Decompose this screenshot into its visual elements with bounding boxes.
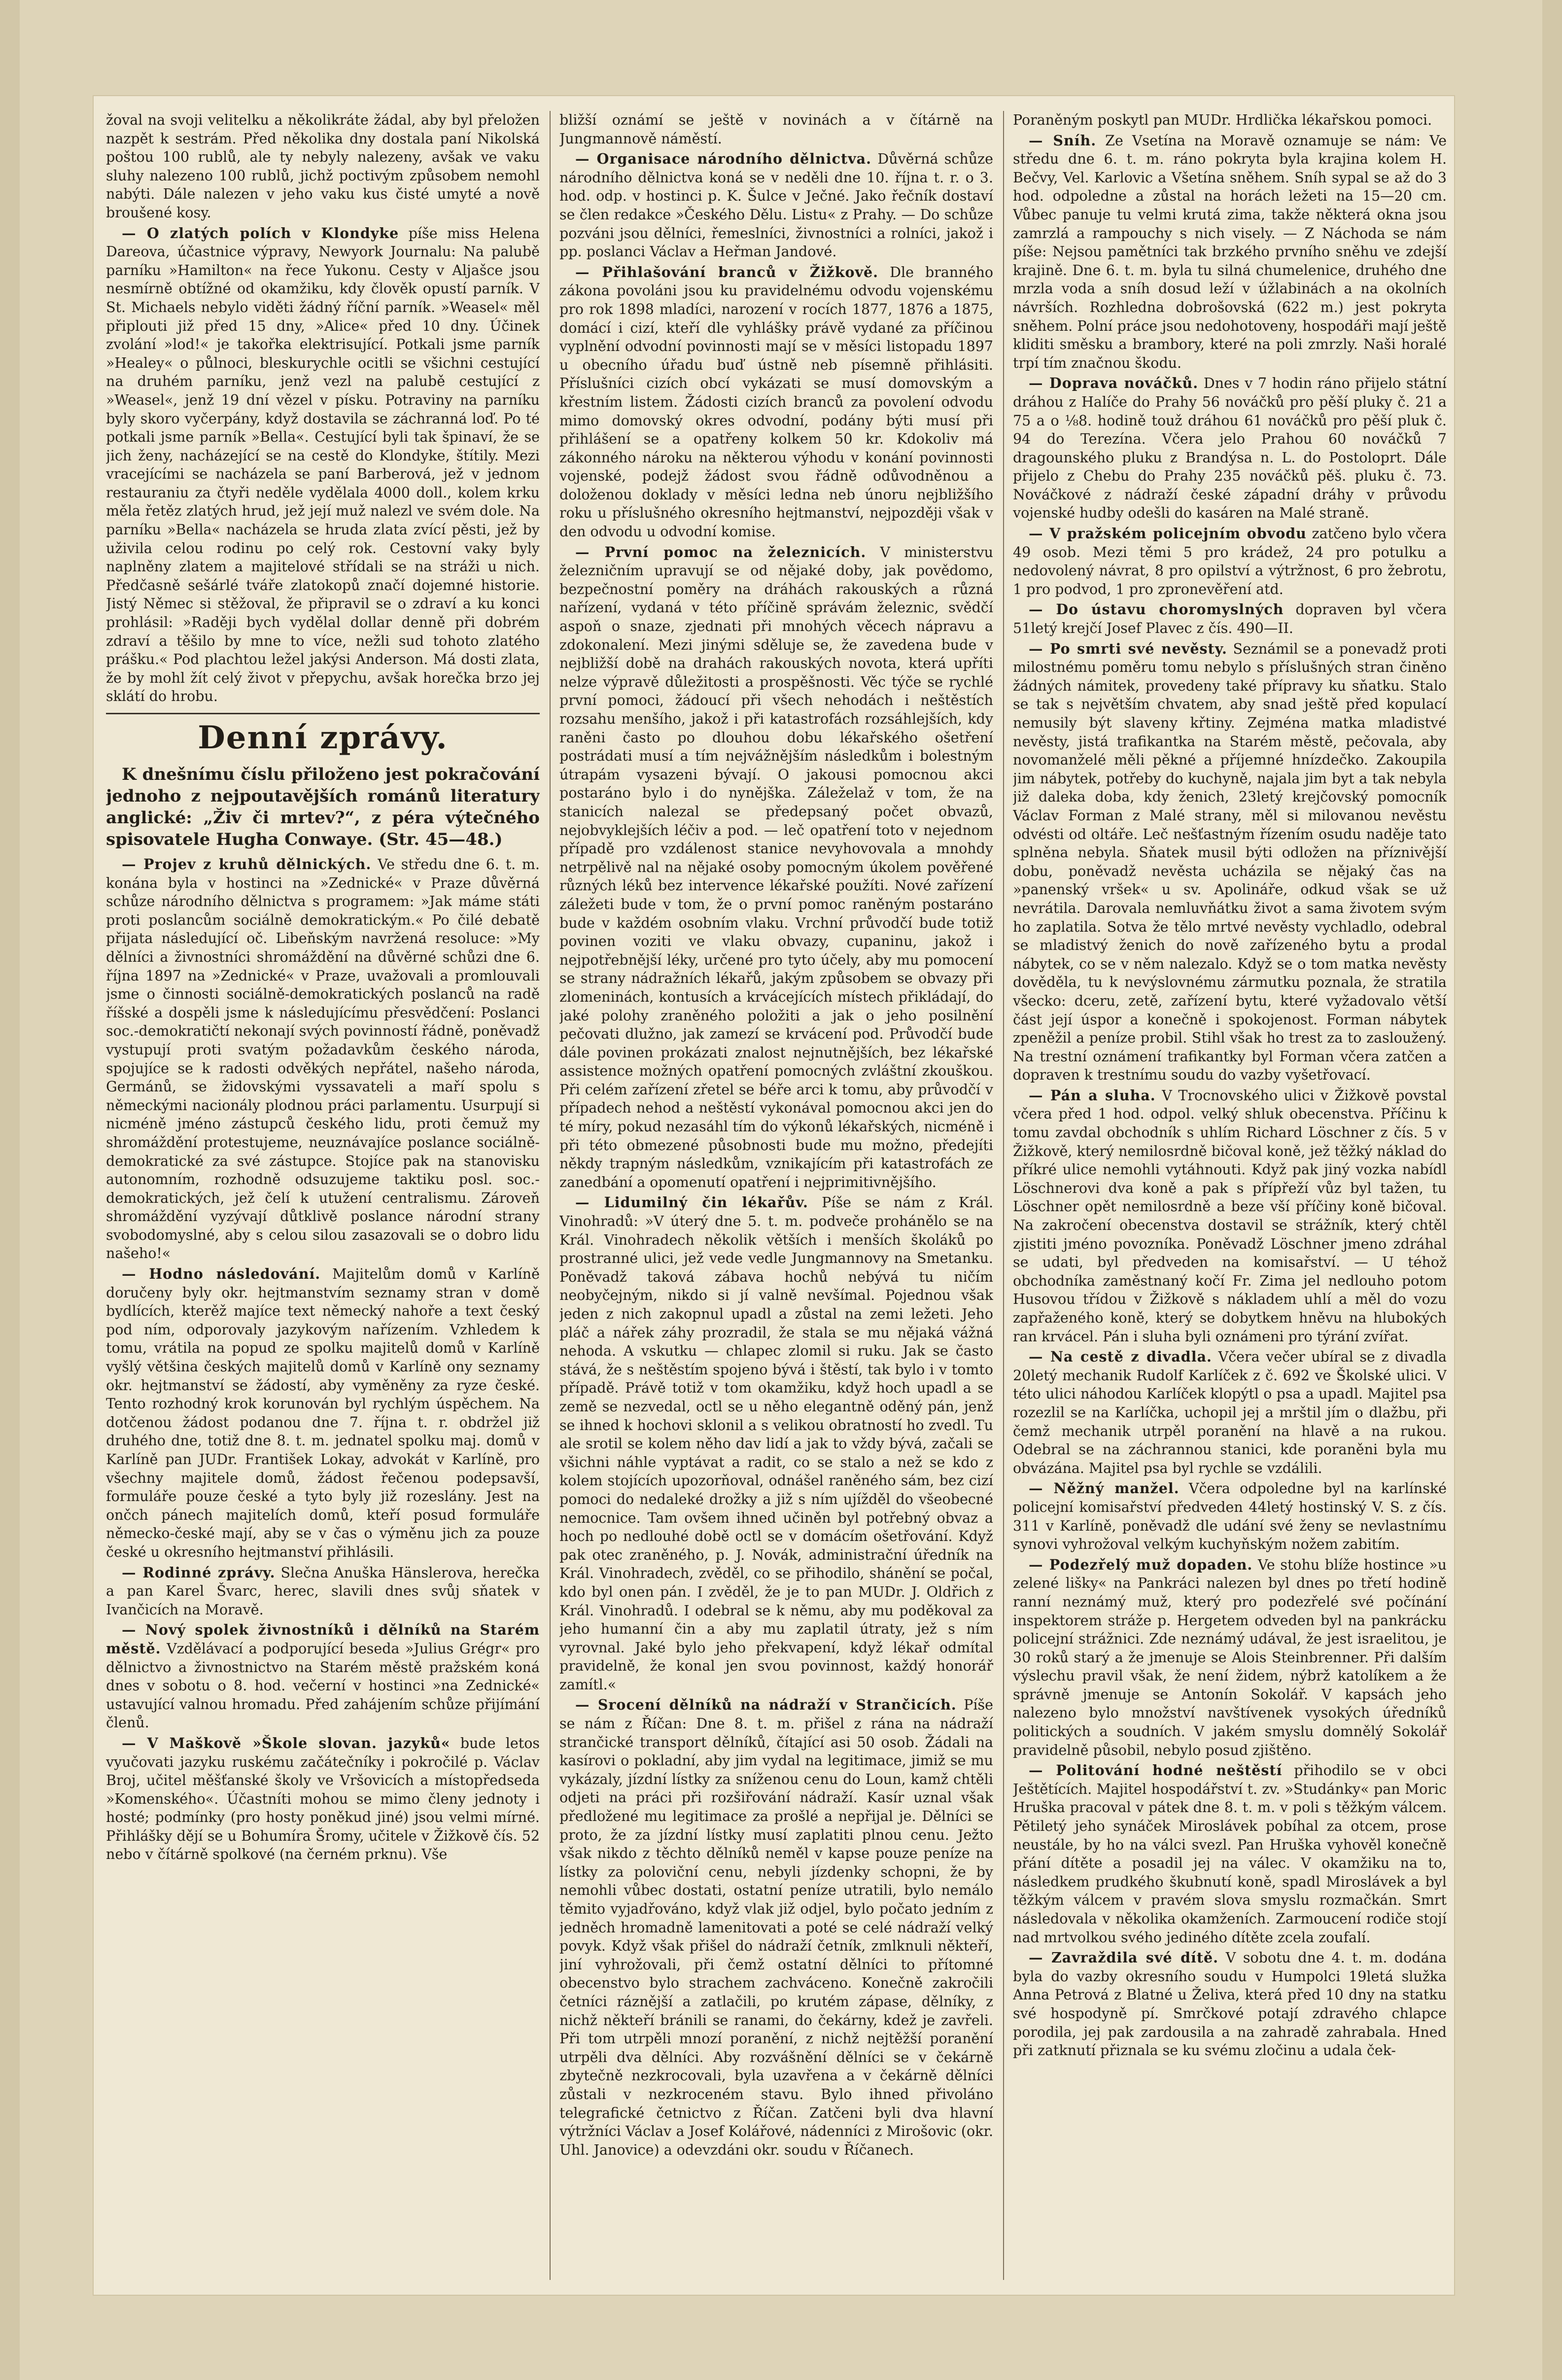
article-text: V sobotu dne 4. t. m. dodána byla do vazby okresního soudu v Humpolci 19letá služka Anna Petrová z Blatné u Želiva, která před 10 dny na statku své hospodyně pí. Smrčkové potají zdravého chlapce porodila, jej pak zardousila a na zahradě zahrabala. Hned při zatknutí přiznala se ku svému zločinu a udala ček-	[1013, 1950, 1447, 2059]
article-heading: — Doprava nováčků.	[1029, 375, 1199, 392]
article-text: Ve stohu blíže hostince »u zelené lišky« na Pankráci nalezen byl dnes po třetí hodině ranní neznámý muž, který pro podezřelé své počínání inspektorem stráže p. Hergetem odveden byl na pankrácku policejní strážnici. Zde neznámý udával, že jest israelitou, je 30 roků starý a že jmenuje se Alois Steinbrenner. Při dalším výslechu pravil však, že není židem, nýbrž katolíkem a že správně jmenuje se Antonín Sokolář. V kapsách jeho nalezeno bylo množství navštívenek vysokých úředníků politických a soudních. V jakém smyslu domnělý Sokolář pravidelně působil, nebylo posud zjištěno.	[1013, 1556, 1447, 1758]
article-paragraph	[559, 111, 993, 148]
article-text: Poraněným poskytl pan MUDr. Hrdlička lékařskou pomoci.	[1013, 112, 1432, 128]
article-heading: — Organisace národního dělnictva.	[575, 150, 872, 168]
article-paragraph	[1013, 1761, 1447, 1947]
column-3	[1013, 111, 1447, 2280]
article-text: Důvěrná schůze národního dělnictva koná se v neděli dne 10. října t. r. o 3. hod. odp. v hostinci p. K. Šulce v Ječné. Jako řečník dostaví se člen redakce »Českého Dělu. Listu« z Prahy. — Do schůze pozváni jsou dělníci, řemeslníci, živnostníci a rolníci, jakož i pp. poslanci Václav a Heřman Jandové.	[559, 151, 993, 260]
article-text: Píše se nám z Král. Vinohradů: »V úterý dne 5. t. m. podveče prohánělo se na Král. Vinohradech několik větších i menších školáků po prostranné ulici, jež vede vedle Jungmannovy na Smetanku. Poněvadž taková zábava hochů nebývá tu ničím neobyčejným, nikdo si jí valně nevšímal. Pojednou však jeden z nich zakopnul upadl a zůstal na zemi ležeti. Jeho pláč a nářek záhy prozradil, že stala se mu nějaká vážná nehoda. A vskutku — chlapec zlomil si ruku. Jak se často stává, že s neštěstím spojeno bývá i štěstí, tak bylo i v tomto případě. Právě totiž v tom okamžiku, když hoch upadl a se země se nezvedal, octl se u něho elegantně oděný pán, jenž se ihned k hochovi sklonil a s velikou obratností ho zvedl. Tu ale srotil se kolem něho dav lidí a jak to vždy bývá, začali se všichni náhle vyptávat a radit, co se stalo a než se kdo z kolem stojících upozorňoval, odnášel raněného sám, bez cizí pomoci do nedaleké drožky a již s ním ujížděl do všeobecné nemocnice. Tam ovšem ihned učiněn byl potřebný obvaz a hoch po nedlouhé době octl se v domácím ošetřování. Když pak otec zraněného, p. J. Novák, administrační úředník na Král. Vinohradech, zvěděl, co se přihodilo, shánění se počal, kdo byl onen pán. I zvěděl, že je to pan MUDr. J. Oldřich z Král. Vinohradů. I odebral se k němu, aby mu poděkoval za jeho humanní čin a aby mu zaplatil útraty, jež s ním vyrovnal. Jaké bylo jeho překvapení, když lékař odmítal pravidelně, že konal jen svou povinnost, každý honorář zamítl.«	[559, 1194, 993, 1693]
article-heading: — Srocení dělníků na nádraží v Strančicích.	[575, 1696, 957, 1714]
article-heading: — Nový spolek živnostníků i dělníků na Starém městě.	[106, 1621, 540, 1657]
article-heading: — Něžný manžel.	[1029, 1480, 1180, 1497]
article-text: Majitelům domů v Karlíně doručeny byly okr. hejtmanstvím seznamy stran v domě bydlících, kterěž majíce text německý nahoře a text český pod ním, odporovaly jazykovým nařízením. Vzhledem k tomu, vrátila na popud ze spolku majitelů domů v Karlíně vyšlý většina českých majitelů domů v Karlíně ony seznamy okr. hejtmanství se žádostí, aby vyměněny za ryze české. Tento rozhodný krok korunován byl rychlým úspěchem. Na dotčenou žádost podanou dne 7. října t. r. obdržel již druhého dne, totiž dne 8. t. m. jednatel spolku maj. domů v Karlíně pan JUDr. František Lokay, advokát v Karlíně, pro všechny majitele domů, žádost řečenou podepsavší, formuláře pouze české a tyto byly již rozeslány. Jest na ončch pánech majitelích domů, kteří posud formuláře německo-české mají, aby se v čas o výměnu jich za pouze české u okresního hejtmanství přihlásili.	[106, 1266, 540, 1560]
article-text: dopraven byl včera 51letý krejčí Josef Plavec z čís. 490—II.	[1013, 601, 1447, 637]
article-paragraph	[106, 1621, 540, 1732]
article-text: Slečna Anuška Hänslerova, herečka a pan Karel Švarc, herec, slavili dnes svůj sňatek v Ivančicích na Moravě.	[106, 1564, 540, 1618]
supplement-notice: K dnešnímu číslu přiloženo jest pokračování jednoho z nejpoutavějších románů literatury anglické: „Živ či mrtev?“, z péra výtečného spisovatele Hugha Conwaye. (Str. 45—48.)	[106, 765, 540, 849]
article-paragraph	[1013, 1949, 1447, 2060]
left-page-edge	[0, 0, 20, 2380]
article-heading: — Lidumilný čin lékařův.	[575, 1194, 808, 1211]
article-heading: — Politování hodné neštěstí	[1029, 1762, 1283, 1779]
article-heading: — Přihlašování branců v Žižkově.	[575, 263, 879, 280]
article-text: V ministerstvu železničním upravují se od nějaké doby, jak povědomo, bezpečnostní poměry na dráhách rakouských a různá nařízení, vydaná v této příčině správám železnic, svědčí aspoň o snaze, zjednati při mnohých věcech nápravu a zdokonalení. Mezi jinými sděluje se, že zavedena bude v nejbližší době na drahách rakouských novota, která upříti nelze výpravě důležitosti a prospěšnosti. Věc týče se rychlé první pomoci, žádoucí při všech nehodách i neštěstích rozsahu menšího, jakož i při katastrofách rozsáhlejších, kdy raněni často po dlouhou dobu lékařského ošetření postrádati musí a tím nejvážnějším následkům i bolestným útrapám vysazeni bývají. O jakousi pomocnou akci postaráno bylo i do nynějška. Záleželaž v tom, že na stanicích nalezal se předepsaný počet obvazů, nejobvyklejších léčiv a pod. — leč opatření toto v nejednom případě pro vzdálenost stanice nevyhovovala a mnohdy netrpělivě nal na nějaké osoby pomocným úkolem pověřené různých léků bez intervence lékařské použíti. Nové zařízení záležeti bude v tom, že o první pomoc raněným postaráno bude v každém osobním vlaku. Vrchní průvodčí bude totiž povinen voziti ve vlaku obvazy, cupaninu, jakož i nejpotřebnější léky, určené pro tyto účely, aby mu pomocení se strany nádražních lékařů, jakým způsobem se obvazy při zlomeninách, kontusích a krvácejících místech přikládají, do jaké polohy zraněného položiti a jak o jeho posilnění pečovati dlužno, jak zamezí se krvácení pod. Průvodčí bude dále povinen prokázati znalost nejnutnějších, bez lékařské assistence možných opatření pomocných zvláštní zkouškou. Při celém zařízení zřetel se béře arci k tomu, aby průvodčí v případech nehod a neštěstí vykonával pomocnou akci jen do té míry, pokud nezasáhl tím do výkonů lékařských, nicméně i při této obmezené působnosti bude mu možno, předejíti někdy trapným následkům, vznikajícím při katastrofách ze zanedbání a opomenutí opatření i nejprimitivnějšího.	[559, 544, 993, 1190]
article-paragraph	[1013, 600, 1447, 637]
article-paragraph	[1013, 525, 1447, 598]
article-paragraph	[1013, 640, 1447, 1085]
article-text: Ve středu dne 6. t. m. konána byla v hostinci na »Zednické« v Praze důvěrná schůze národního dělnictva s programem: »Jak máme státi proti poslancům sociálně demokratickým.« Po čilé debatě přijata následující oč. Libeňským navržená resoluce: »My dělníci a živnostníci shromáždění na důvěrné schůzi dne 6. října 1897 na »Zednické« v Praze, uvažovali a promlouvali jsme o činnosti sociálně-demokratických poslanců na radě říšské a dospěli jsme k následujícímu přesvědčení: Poslanci soc.-demokratičtí nekonají svých povinností řádně, poněvadž vystupují proti svatým požadavkům českého národa, spojujíce se k radosti odvěkých nepřátel, našeho národa, Germánů, se židovskými vyssavateli a maří spolu s německými nacionály plodnou práci parlamentu. Usurpují si nicméně jméno zástupců českého lidu, proti čemuž my shromáždění protestujeme, neuznávajíce poslance sociálně-demokratické za své zástupce. Stojíce pak na stanovisku autonomním, rozhodně odsuzujeme taktiku posl. soc.-demokratických, jež čelí k utužení centralismu. Zároveň shromáždění vyzývají důtklivě poslance národní strany svobodomyslné, aby s celou silou zasazovali se o dobro lidu našeho!«	[106, 856, 540, 1262]
section-title: Denní zprávy.	[106, 713, 540, 759]
column-1-bottom	[106, 855, 540, 1864]
article-heading: — Sníh.	[1029, 132, 1097, 149]
article-paragraph	[106, 111, 540, 222]
article-paragraph	[106, 855, 540, 1263]
article-paragraph	[106, 1265, 540, 1562]
article-heading: — V pražském policejním obvodu	[1029, 525, 1307, 542]
article-text: V Trocnovského ulici v Žižkově povstal včera před 1 hod. odpol. velký shluk obecenstva. Příčinu k tomu zavdal obchodník s uhlím Richard Löschner z čís. 5 v Žižkově, který nemilosrdně bičoval koně, jež těžký náklad do příkré ulice nemohli vytáhnouti. Když pak jiný vozka nabídl Löschnerovi dva koně a pak s přípřeží vůz byl tažen, tu Löschner opět nemilosrdně a beze vší příčiny koně bičoval. Na zakročení obecenstva dostavil se strážník, který chtěl zjistiti jméno povozníka. Poněvadž Löschner jmeno zdráhal se udati, byl předveden na komisařství. — U téhož obchodníka zaměstnaný kočí Fr. Zima jel nedlouho potom Husovou třídou v Žižkově s nákladem uhlí a měl do vozu zapřaženého koně, který se dobytkem hněvu na hlubokých ran krvácel. Pán i sluha byli oznámeni pro týrání zvířat.	[1013, 1087, 1447, 1345]
article-paragraph	[559, 150, 993, 261]
article-text: Dnes v 7 hodin ráno přijelo státní dráhou z Halíče do Prahy 56 nováčků pro pěší pluky č. 21 a 75 a o ⅛8. hodině touž dráhou 61 nováčků pro pěší pluk č. 94 do Terezína. Včera jelo Prahou 60 nováčků 7 dragounského pluku z Brandýsa n. L. do Postoloprt. Dále přijelo z Chebu do Prahy 235 nováčků pěš. pluku č. 73. Nováčkové z nádraží české západní dráhy v průvodu vojenské hudby odešli do kasáren na Malé straně.	[1013, 375, 1447, 522]
column-1	[106, 111, 540, 2280]
article-text: žoval na svoji velitelku a několikráte žádal, aby byl přeložen nazpět k sestrám. Před několika dny dostala paní Nikolská poštou 100 rublů, ale ty nebyly nalezeny, avšak ve vaku sluhy nalezeno 100 rublů, jichž poctivým způsobem nemohl nabýti. Dále nalezen v jeho vaku kus čisté umyté a nově broušené kosy.	[106, 112, 540, 221]
article-paragraph	[559, 1696, 993, 2159]
article-text: zatčeno bylo včera 49 osob. Mezi těmi 5 pro krádež, 24 pro potulku a nedovolený návrat, 8 pro opilství a výtržnost, 6 pro žebrotu, 1 pro podvod, 1 pro zpronevěření atd.	[1013, 525, 1447, 597]
article-text: Včera odpoledne byl na karlínské policejní komisařství předveden 44letý hostinský V. S. z čís. 311 v Karlíně, poněvadž dle udání své ženy se nevlastnímu synovi vyhrožoval velkým kuchyňským nožem zabitím.	[1013, 1480, 1447, 1553]
article-heading: — Podezřelý muž dopaden.	[1029, 1556, 1253, 1573]
article-heading: — Projev z kruhů dělnických.	[122, 856, 372, 873]
article-paragraph	[559, 263, 993, 541]
article-paragraph	[1013, 1479, 1447, 1553]
article-heading: — Hodno následování.	[122, 1265, 321, 1283]
article-heading: — O zlatých polích v Klondyke	[122, 224, 399, 242]
article-heading: — Pán a sluha.	[1029, 1086, 1156, 1104]
article-text: bližší oznámí se ještě v novinách a v čítárně na Jungmannově náměstí.	[559, 112, 993, 147]
right-page-edge	[1542, 0, 1562, 2380]
article-heading: — Na cestě z divadla.	[1029, 1348, 1212, 1365]
article-heading: — Po smrti své nevěsty.	[1029, 640, 1227, 657]
article-text: přihodilo se v obci Ještětících. Majitel hospodářství t. zv. »Studánky« pan Moric Hruška pracoval v pátek dne 8. t. m. v poli s těžkým válcem. Pětiletý jeho synáček Miroslávek pobíhal za otcem, prose neustále, by ho na válci svezl. Pan Hruška vyhověl konečně přání dítěte a posadil jej na válec. V okamžiku na to, následkem prudkého škubnutí koně, spadl Miroslávek a byl těžkým válcem v pravém slova smyslu rozmačkán. Smrt následovala v několika okamženích. Zarmoucení rodiče stojí nad mrtvolkou svého jediného dítěte zcela zoufalí.	[1013, 1762, 1447, 1946]
article-text: Ze Vsetína na Moravě oznamuje se nám: Ve středu dne 6. t. m. ráno pokryta byla krajina kolem H. Bečvy, Vel. Karlovic a Všetína sněhem. Sníh sypal se až do 3 hod. odpoledne a zůstal na horách ležeti na 15—20 cm. Vůbec panuje tu velmi krutá zima, takže některá okna jsou zamrzlá a rampouchy s nich visely. — Z Náchoda se nám píše: Nejsou pamětníci tak brzkého prvního sněhu ve zdejší krajině. Dne 6. t. m. byla tu silná chumelenice, druhého dne mrzla voda a sníh dosud leží v úžlabinách a na okolních návrších. Rozhledna dobrošovská (622 m.) jest pokryta sněhem. Polní práce jsou nedohotoveny, hospodáři mají ještě kliditi směsku a brambory, které na poli zmrzly. Naši horalé trpí tím značnou škodu.	[1013, 132, 1447, 371]
column-2	[559, 111, 993, 2280]
article-heading: — Zavraždila své dítě.	[1029, 1949, 1219, 1966]
article-paragraph	[1013, 1086, 1447, 1346]
article-paragraph	[1013, 1556, 1447, 1760]
article-heading: — Do ústavu choromyslných	[1029, 601, 1284, 618]
article-paragraph	[106, 224, 540, 706]
article-paragraph	[1013, 374, 1447, 523]
article-heading: — Rodinné zprávy.	[122, 1564, 276, 1581]
article-heading: — V Maškově »Škole slovan. jazyků«	[122, 1734, 451, 1751]
article-paragraph	[1013, 111, 1447, 130]
article-text: Vzdělávací a podporující beseda »Julius Grégr« pro dělnictvo a živnostnictvo na Starém městě pražském koná dnes v sobotu o 8. hod. večerní v hostinci »na Zednické« ustavující valnou hromadu. Před zahájením schůze přijímání členů.	[106, 1640, 540, 1731]
column-rule	[550, 111, 551, 2280]
article-text: Včera večer ubíral se z divadla 20letý mechanik Rudolf Karlíček z č. 692 ve Školské ulici. V této ulici náhodou Karlíček klopýtl o psa a upadl. Majitel psa rozezlil se na Karlíčka, uchopil jej a mrštil jím o dlažbu, při čemž mechanik utrpěl poranění na hlavě a na rukou. Odebral se na záchrannou stanici, kde poraněni byla mu obvázána. Majitel psa byl rychle se vzdálili.	[1013, 1349, 1447, 1476]
article-paragraph	[559, 1193, 993, 1694]
newspaper-page	[94, 96, 1454, 2295]
article-text: Dle branného zákona povoláni jsou ku pravidelnému odvodu vojenskému pro rok 1898 mladíci, narození v rocích 1877, 1876 a 1875, domácí i cizí, kteří dle vyhlášky právě vydané za příčinou vyplnění odvodní povinnosti mají se v měsíci listopadu 1897 u obecního úřadu buď ústně neb písemně přihlásiti. Příslušníci cizích obcí vykázati se musí domovským a křestním listem. Žádosti cizích branců za povolení odvodu mimo domovský okres odvodní, podány býti musí při přihlášení se a opatřeny kolkem 50 kr. Kdokoliv má zákonného nároku na některou výhodu v konání povinnosti vojenské, podejž žádost svou řádně odůvodněnou a doloženou doklady v měsíci ledna neb únoru nejbližšího roku u příslušného okresního hejtmanství, nejpozději však v den odvodu u odvodní komise.	[559, 264, 993, 540]
article-text: píše miss Helena Dareova, účastnice výpravy, Newyork Journalu: Na palubě parníku »Hamilton« na řece Yukonu. Cesty v Aljašce jsou nesmírně obtížné od okamžiku, kdy člověk opustí parník. V St. Michaels nebylo viděti žádný říční parník. »Weasel« měl připlouti již před 15 dny, »Alice« před 10 dny. Účinek zvolání »lod!« je takořka elektrisující. Potkali jsme parník »Healey« o půlnoci, bleskurychle ocitli se všichni cestující na druhém parníku, jenž vezl na palubě cestující z »Weasel«, jenž 19 dní vězel v písku. Potraviny na parníku byly skoro vyčerpány, když dostavila se záchranná loď. Po té potkali jsme parník »Bella«. Cestující byli tak špinaví, že se jich ženy, nacházející se na cestě do Klondyke, štítily. Mezi vracejícími se nacházela se paní Barberová, jež v jednom restauraniu za čtyři neděle vydělala 4000 doll., kolem krku měla řetěz zlatých hrud, jež její muž nalezl ve svém dole. Na parníku »Bella« nacházela se hruda zlata zvící pěsti, jež by uživila celou rodinu po celý rok. Cestovní vaky byly naplněny zlatem a majitelové střídali se na stráži u nich. Předčasně sešárlé tváře zlatokopů značí dojemné historie. Jistý Němec si stěžoval, že připravil se o zdraví a ku konci prohlásil: »Raději bych vydělal dollar denně při dobrém zdraví a těšilo by mne to více, nežli sud tohoto zlatého prášku.« Pod plachtou ležel jakýsi Anderson. Má dosti zlata, že by mohl žít celý život v přepychu, avšak horečka brzo jej sklátí do hrobu.	[106, 225, 540, 705]
article-paragraph	[1013, 1348, 1447, 1477]
article-text: Seznámil se a ponevadž proti milostnému poměru tomu nebylo s příslušných stran činěno žádných námitek, provedeny také přípravy ku sňatku. Stalo se tak s největším chvatem, aby snad ještě před kopulací nemusily být slavenу křtiny. Zejména matka mladistvé nevěsty, jistá trafikantka na Starém městě, pečovala, aby novomanželé měli pěkné a příjemné hnízdečko. Zakoupila jim nábytek, potřeby do kuchyně, najala jim byt a tak nebyla již daleka doba, kdy ženich, 23letý krejčovský pomocník Václav Forman z Malé strany, měl si milovanou nevěstu odvésti od oltáře. Leč nešťastným řízením osudu naděje tato splněna nebyla. Sňatek musil býti odložen na příznivější dobu, poněvadž nevěsta ucházila se nějaký čas na »panenský vršek« u sv. Apolináře, odkud však se už nevrátila. Darovala nemluvňátku život a sama životem svým ho zaplatila. Sotva že tělo mrtvé nevěsty vychladlo, odebral se mladistvý ženich do nově zařízeného bytu a prodal nábytek, co se v něm nalezalo. Když se o tom matka nevěsty dověděla, tu k nevýslovnému zármutku poznala, že stratila všecko: dceru, zetě, zařízení bytu, které vyžadovalo větší část její úspor a konečně i spokojenost. Forman nábytek zpeněžil a peníze probil. Stihl však ho trest za to zasloužený. Na trestní oznámení trafikantky byl Forman včera zatčen a dopraven k trestnímu soudu do vazby vyšetřovací.	[1013, 640, 1447, 1084]
article-heading: — První pomoc na železnicích.	[575, 543, 867, 560]
article-paragraph	[559, 543, 993, 1192]
column-1-top	[106, 111, 540, 706]
article-paragraph	[106, 1734, 540, 1864]
column-rule	[1003, 111, 1004, 2280]
article-paragraph	[1013, 132, 1447, 373]
article-paragraph	[106, 1564, 540, 1619]
article-text: bude letos vyučovati jazyku ruskému začátečníky i pokročilé p. Václav Broj, učitel měšťanské školy ve Vršovicích a místopředseda »Komenského«. Účastníti mohou se mimo členy jednoty i hosté; podmínky (pro hosty poněkud jiné) jsou velmi mírné. Přihlášky dějí se u Bohumíra Šromy, učitele v Žižkově čís. 52 nebo v čítárně spolkové (na černém prknu). Vše	[106, 1735, 540, 1863]
article-text: Píše se nám z Říčan: Dne 8. t. m. přišel z rána na nádraží strančické transport dělníků, čítající asi 50 osob. Žádali na kasírovi o pokladní, aby jim vydal na legitimace, jimiž se mu vykázaly, jízdní lístky za sníženou cenu do Loun, kamž chtěli odjeti na práci při rozšiřování nádraží. Kasír uznal však předložené mu legitimace za prošlé a nepřijal je. Dělníci se proto, že za jízdní lístky musí zaplatiti plnou cenu. Ježto však nikdo z těchto dělníků neměl v kapse pouze peníze na lístky za poloviční cenu, nebyli jízdenky schopni, že by nemohli vůbec dostati, ostatní peníze utratili, bylo nemálo těmito vyjadřováno, když vlak již odjel, bylo počato jedním z jedněch hromadně lamenitovati a poté se celé nádraží velký povyk. Když však přišel do nádraží četník, zmlknuli někteří, jiní vyhrožovali, při čemž ostatní dělníci to přítomné obecenstvo bylo strachem zachváceno. Konečně zakročili četníci ráznější a zatlačili, po krutém zápase, dělníky, z nichž někteří bránili se ranami, do čekárny, kdež je zavřeli. Při tom utrpěli mnozí poranění, z nichž nejtěžší poranění utrpěli dva dělníci. Aby rozvášnění dělníci se v čekárně zbytečně nezkrocovali, byla uzavřena a v čekárně dělníci zůstali v nezkroceném stavu. Bylo ihned přivoláno telegrafické četnictvo z Říčan. Zatčeni byli dva hlavní výtržníci Václav a Josef Kolářové, nádenníci z Mirošovic (okr. Uhl. Janovice) a odevzdáni okr. soudu v Říčanech.	[559, 1697, 993, 2158]
